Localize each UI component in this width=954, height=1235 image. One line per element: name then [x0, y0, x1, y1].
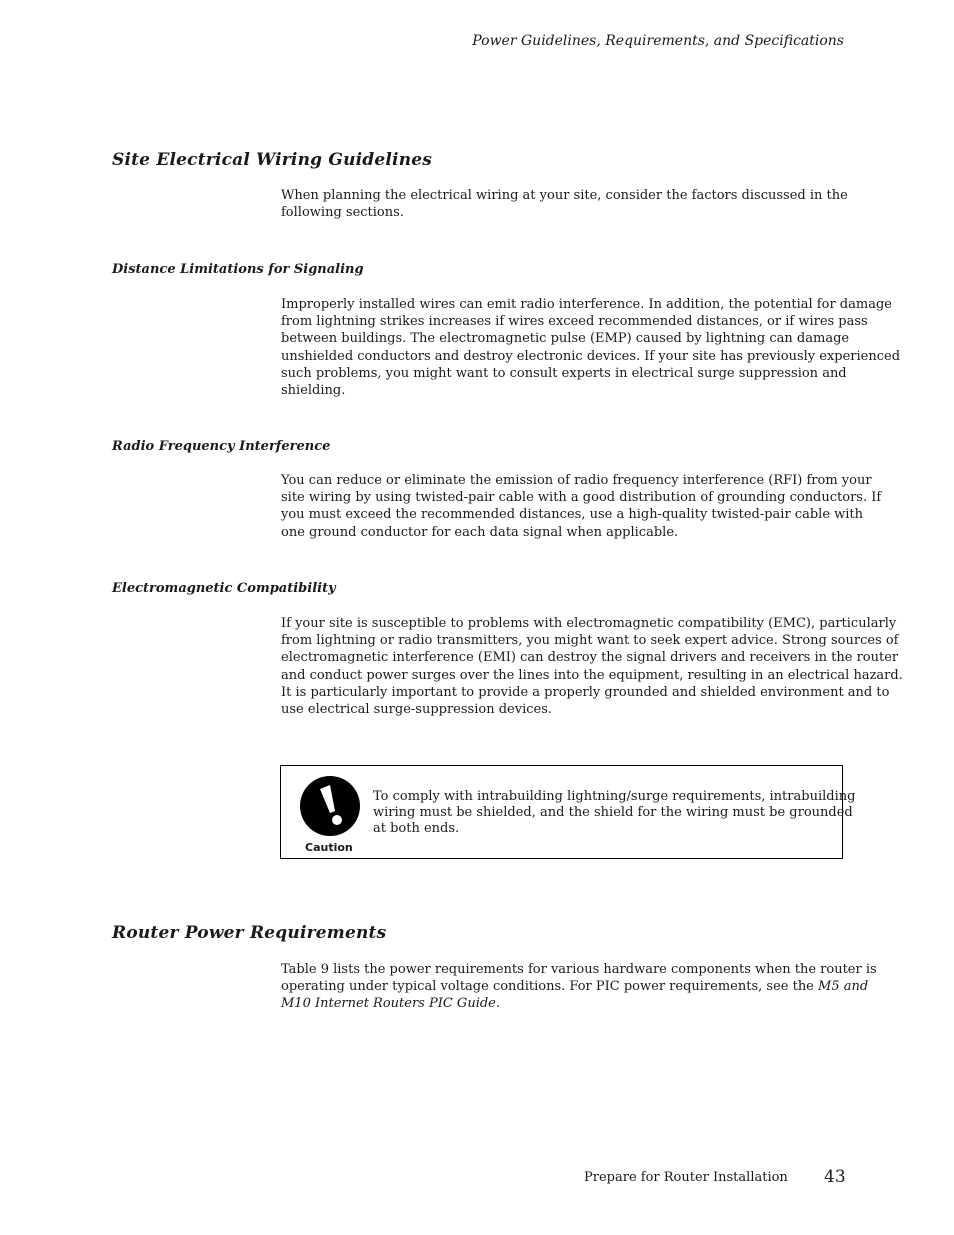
section-title-router-power-requirements: Router Power Requirements [112, 923, 387, 943]
paragraph-line [281, 995, 847, 1012]
paragraph-line: unshielded conductors and destroy electronic devices. If your site has previously experienced [281, 348, 901, 364]
distance-paragraph [281, 296, 901, 399]
paragraph-line: one ground conductor for each data signal when applicable. [281, 524, 679, 540]
caution-box [280, 765, 856, 859]
paragraph-line: from lightning strikes increases if wires exceed recommended distances, or if wires pass [281, 314, 868, 330]
subsection-title-rfi: Radio Frequency Interference [112, 439, 331, 454]
paragraph-text: operating under typical voltage conditions. For PIC power requirements, see the [281, 979, 819, 995]
page-number: 43 [824, 1167, 846, 1187]
caution-line: To comply with intrabuilding lightning/surge requirements, intrabuilding [373, 789, 856, 804]
subsection-title-distance-limitations: Distance Limitations for Signaling [112, 262, 364, 277]
pic-guide-reference: M10 Internet Routers PIC Guide [281, 996, 496, 1012]
caution-label: Caution [305, 841, 353, 854]
paragraph-line: between buildings. The electromagnetic pulse (EMP) caused by lightning can damage [281, 331, 850, 347]
running-header: Power Guidelines, Requirements, and Specifications [472, 33, 844, 49]
intro-line: following sections. [281, 205, 404, 221]
router-power-paragraph [281, 961, 877, 1013]
paragraph-line: such problems, you might want to consult experts in electrical surge suppression and [281, 365, 847, 381]
paragraph-line: electromagnetic interference (EMI) can destroy the signal drivers and receivers in the router [281, 650, 899, 666]
paragraph-line: Table 9 lists the power requirements for various hardware components when the router is [281, 962, 877, 977]
paragraph-line: use electrical surge-suppression devices. [281, 702, 553, 718]
section-intro [281, 187, 847, 221]
paragraph-line: If your site is susceptible to problems with electromagnetic compatibility (EMC), particularly [281, 616, 897, 631]
section-title-site-electrical-wiring: Site Electrical Wiring Guidelines [112, 150, 433, 170]
emc-paragraph [281, 615, 903, 718]
subsection-title-emc: Electromagnetic Compatibility [112, 581, 336, 596]
paragraph-line: shielding. [281, 383, 346, 399]
paragraph-line: Improperly installed wires can emit radio interference. In addition, the potential for damage [281, 297, 892, 312]
footer-section-title: Prepare for Router Installation [584, 1170, 788, 1185]
paragraph-line: site wiring by using twisted-pair cable with a good distribution of grounding conductors. If [281, 490, 882, 506]
paragraph-line: You can reduce or eliminate the emission of radio frequency interference (RFI) from your [281, 473, 872, 488]
paragraph-line: and conduct power surges over the lines into the equipment, resulting in an electrical hazard. [281, 667, 903, 683]
paragraph-line: It is particularly important to provide a properly grounded and shielded environment and to [281, 684, 890, 700]
paragraph-line [281, 978, 869, 995]
caution-exclamation-icon [299, 775, 361, 837]
paragraph-text: . [495, 996, 501, 1012]
paragraph-line: you must exceed the recommended distances, use a high-quality twisted-pair cable with [281, 507, 864, 523]
caution-line: at both ends. [373, 821, 460, 837]
caution-text [373, 789, 856, 838]
paragraph-line: from lightning or radio transmitters, you might want to seek expert advice. Strong sources of [281, 633, 899, 649]
caution-line: wiring must be shielded, and the shield for the wiring must be grounded [373, 805, 853, 821]
rfi-paragraph [281, 472, 882, 541]
intro-line: When planning the electrical wiring at your site, consider the factors discussed in the [281, 188, 848, 203]
pic-guide-reference: M5 and [818, 979, 869, 995]
